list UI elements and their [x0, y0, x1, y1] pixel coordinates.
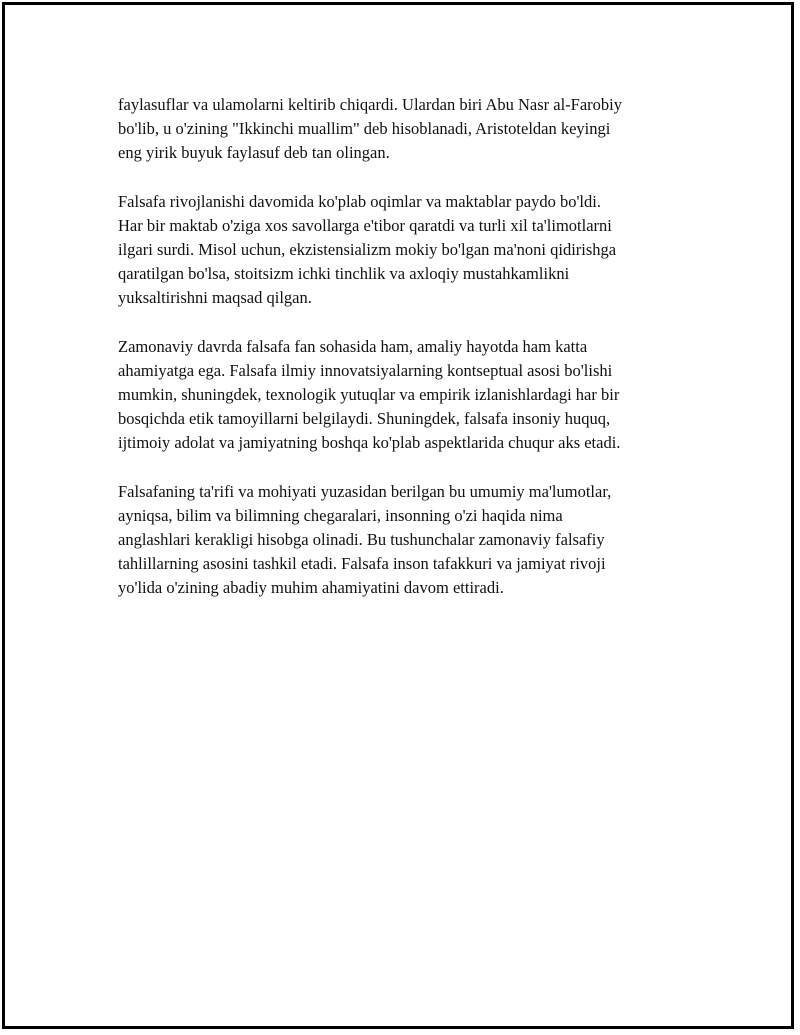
text-line: bosqichda etik tamoyillarni belgilaydi. Shuningdek, falsafa insoniy huquq,: [118, 409, 611, 429]
paragraph-modern-era: [118, 335, 690, 456]
text-line: eng yirik buyuk faylasuf deb tan olingan.: [118, 143, 390, 163]
paragraph-farobiy: [118, 93, 690, 166]
text-line: faylasuflar va ulamolarni keltirib chiqardi. Ulardan biri Abu Nasr al-Farobiy: [118, 95, 623, 114]
text-line: yuksaltirishni maqsad qilgan.: [118, 288, 312, 308]
document-body: [118, 93, 690, 625]
text-line: ahamiyatga ega. Falsafa ilmiy innovatsiyalarning kontseptual asosi bo'lishi: [118, 360, 613, 380]
text-line: mumkin, shuningdek, texnologik yutuqlar va empirik izlanishlardagi har bir: [118, 385, 620, 405]
text-line: tahlillarning asosini tashkil etadi. Falsafa inson tafakkuri va jamiyat rivoji: [118, 554, 606, 574]
text-line: Zamonaviy davrda falsafa fan sohasida ham, amaliy hayotda ham katta: [118, 336, 588, 356]
text-line: Har bir maktab o'ziga xos savollarga e'tibor qaratdi va turli xil ta'limotlarni: [118, 215, 612, 235]
text-line: ilgari surdi. Misol uchun, ekzistensializm mokiy bo'lgan ma'noni qidirishga: [118, 240, 617, 260]
text-line: anglashlari kerakligi hisobga olinadi. Bu tushunchalar zamonaviy falsafiy: [118, 530, 605, 550]
text-line: ijtimoiy adolat va jamiyatning boshqa ko'plab aspektlarida chuqur aks etadi.: [118, 433, 621, 453]
text-line: Falsafaning ta'rifi va mohiyati yuzasidan berilgan bu umumiy ma'lumotlar,: [118, 481, 612, 501]
text-line: Falsafa rivojlanishi davomida ko'plab oqimlar va maktablar paydo bo'ldi.: [118, 191, 601, 211]
text-line: qaratilgan bo'lsa, stoitsizm ichki tinchlik va axloqiy mustahkamlikni: [118, 264, 570, 284]
text-line: yo'lida o'zining abadiy muhim ahamiyatini davom ettiradi.: [118, 578, 504, 598]
paragraph-conclusion: [118, 480, 690, 601]
text-line: bo'lib, u o'zining "Ikkinchi muallim" deb hisoblanadi, Aristoteldan keyingi: [118, 119, 611, 139]
text-line: ayniqsa, bilim va bilimning chegaralari, insonning o'zi haqida nima: [118, 505, 563, 525]
paragraph-schools: [118, 190, 690, 311]
